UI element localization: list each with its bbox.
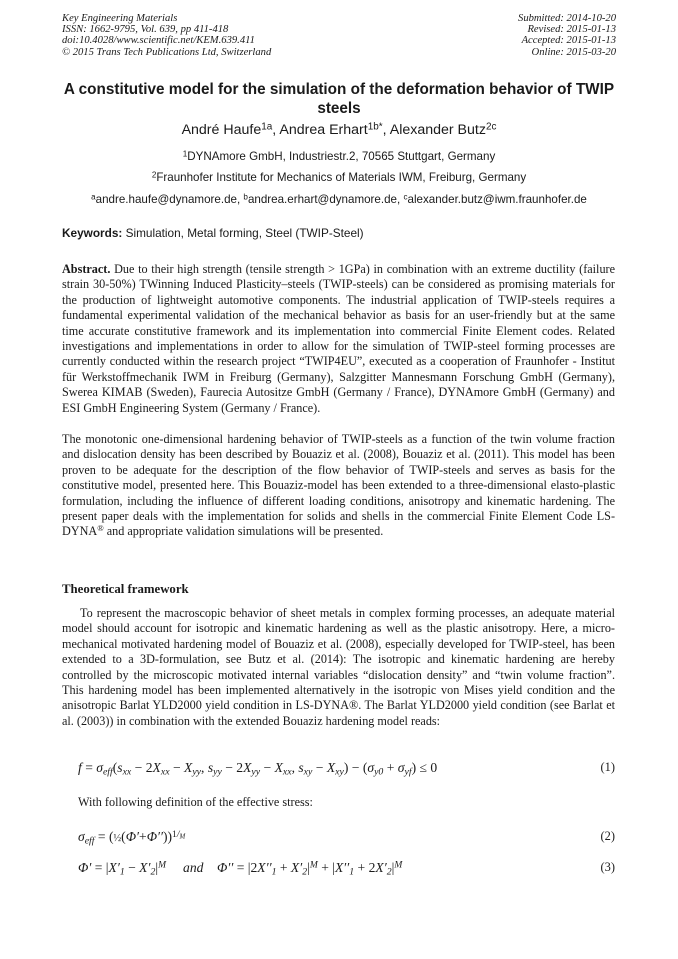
journal-name: Key Engineering Materials xyxy=(62,13,178,24)
journal-info xyxy=(62,13,271,58)
email-sup: b xyxy=(243,192,248,202)
author-separator: , xyxy=(272,122,280,138)
author-separator: , xyxy=(382,122,390,138)
author-name: Alexander Butz xyxy=(389,122,486,138)
email-list xyxy=(40,193,638,206)
journal-issn: ISSN: 1662-9795, Vol. 639, pp 411-418 xyxy=(62,24,229,36)
equation-1 xyxy=(78,760,615,782)
equation-intro: With following definition of the effective stress: xyxy=(78,795,313,809)
keywords xyxy=(62,226,364,240)
equation-3-expression: $\Phi' = |X'_1 - X'_2|^M$ and $\Phi'' = |2X''_1 + X'_2|^M + |X''_1 + 2X'_2|^M$ xyxy=(78,860,403,878)
affiliation xyxy=(40,171,638,184)
journal-doi: doi:10.4028/www.scientific.net/KEM.639.411 xyxy=(62,35,255,47)
equation-2-expression: $\sigma_{eff}$ = (½(Φ′+Φ′′))$^{1/_M}$ xyxy=(78,829,186,847)
author-sup: 1b* xyxy=(367,121,383,133)
equation-2 xyxy=(78,829,615,851)
email-separator: , xyxy=(236,193,244,206)
equation-1-expression: $f = \sigma_{eff}(s_{xx} - 2X_{xx} - X_{yy}$, $s_{yy} - 2X_{yy} - X_{xx}$, $s_{xy} - X_{xy}) - (\sigma_{y0} + \sigma_{yf}) \le 0$ xyxy=(78,760,438,778)
email-sup: a xyxy=(91,192,96,202)
email-link[interactable]: alexander.butz@iwm.fraunhofer.de xyxy=(407,193,587,206)
abstract-paragraph xyxy=(62,262,615,416)
paper-title: A constitutive model for the simulation of the deformation behavior of TWIP steels xyxy=(63,81,615,117)
equation-number: (1) xyxy=(600,760,615,774)
affiliation-sup: 1 xyxy=(182,149,188,159)
author-name: André Haufe xyxy=(181,122,262,138)
journal-copyright: © 2015 Trans Tech Publications Ltd, Switzerland xyxy=(62,46,272,58)
affiliation-text: Fraunhofer Institute for Mechanics of Materials IWM, Freiburg, Germany xyxy=(156,171,527,184)
abstract-label: Abstract. xyxy=(62,262,111,276)
registered-mark: ® xyxy=(97,523,104,534)
publication-dates xyxy=(518,13,616,58)
date-online: Online: 2015-03-20 xyxy=(531,46,616,58)
section-paragraph: To represent the macroscopic behavior of sheet metals in complex forming processes, an adequate material model should account for isotropic and kinematic hardening as well as the plastic anisotropy. Here, a micro-mechanical motivated hardening model of Bouaziz et al. (2008), especially developed for TWIP-steel, has been extended to a 3D-formulation, see Butz et al. (2014): The isotropic and kinematic hardening are hereby controlled by the microscopic motivated internal variables “dislocation density” and “twin volume fraction”. This hardening model has been implemented alternatively in the isotropic von Mises yield condition and the anisotropic Barlat YLD2000 yield condition in LS-DYNA®. The Barlat YLD2000 yield condition (see Barlat et al. (2003)) in combination with the extended Bouaziz hardening model reads: xyxy=(62,606,615,728)
date-accepted: Accepted: 2015-01-13 xyxy=(521,35,616,47)
section-heading: Theoretical framework xyxy=(62,582,189,596)
abstract-text: Due to their high strength (tensile strength > 1GPa) in combination with an extreme ductility (failure strain 30-50%) TWinning Induced Plasticity–steels (TWIP-steels) can be considered as promising materials for the production of lightweight automotive components. The industrial application of TWIP-steels requires a fundamental experimental validation of the mechanical behavior as basis for an user-friendly but at the same time accurate constitutive framework and its implementation into commercial Finite Element codes. Related investigations and implementations in order to allow for the simulation of TWIP-steel forming processes are currently conducted within the research project “TWIP4EU”, executed as a cooperation of Fraunhofer - Institut für Werkstoffmechanik IWM in Freiburg (Germany), Salzgitter Mannesmann Forschung GmbH (Germany), Swerea KIMAB (Sweden), Faurecia Autositze GmbH (Germany / France), DYNAmore GmbH (Germany) and ESI GmbH Engineering System (Germany / France). xyxy=(62,262,615,415)
abstract-text-2: The monotonic one-dimensional hardening behavior of TWIP-steels as a function of the twin volume fraction and dislocation density has been described by Bouaziz et al. (2008), Bouaziz et al. (2011). This model has been proven to be adequate for the description of the flow behavior of TWIP-steels and serves as basis for the constitutive model, presented here. This Bouaziz-model has been extended to a three-dimensional elasto-plastic formulation, including the influence of different loading conditions, anisotropy and kinematic hardening. The present paper deals with the implementation for solids and shells in the commercial Finite Element Code LS-DYNA xyxy=(62,432,615,539)
abstract-text-2-end: and appropriate validation simulations will be presented. xyxy=(103,524,384,539)
equation-number: (2) xyxy=(600,829,615,843)
equation-number: (3) xyxy=(600,860,615,874)
email-separator: , xyxy=(397,193,404,206)
date-submitted: Submitted: 2014-10-20 xyxy=(518,13,616,24)
email-link[interactable]: andre.haufe@dynamore.de xyxy=(95,193,237,206)
abstract-paragraph-2 xyxy=(62,432,615,540)
author-list xyxy=(60,122,618,138)
email-link[interactable]: andrea.erhart@dynamore.de xyxy=(247,193,397,206)
equation-3 xyxy=(78,860,615,882)
affiliation-text: DYNAmore GmbH, Industriestr.2, 70565 Stuttgart, Germany xyxy=(187,150,496,163)
keywords-label: Keywords: xyxy=(62,226,123,240)
author-sup: 1a xyxy=(261,121,273,133)
date-revised: Revised: 2015-01-13 xyxy=(527,24,616,36)
email-sup: c xyxy=(403,192,408,202)
keywords-text: Simulation, Metal forming, Steel (TWIP-Steel) xyxy=(125,226,364,240)
author-name: Andrea Erhart xyxy=(279,122,368,138)
author-sup: 2c xyxy=(485,121,497,133)
affiliation xyxy=(40,150,638,163)
affiliation-sup: 2 xyxy=(151,170,157,180)
